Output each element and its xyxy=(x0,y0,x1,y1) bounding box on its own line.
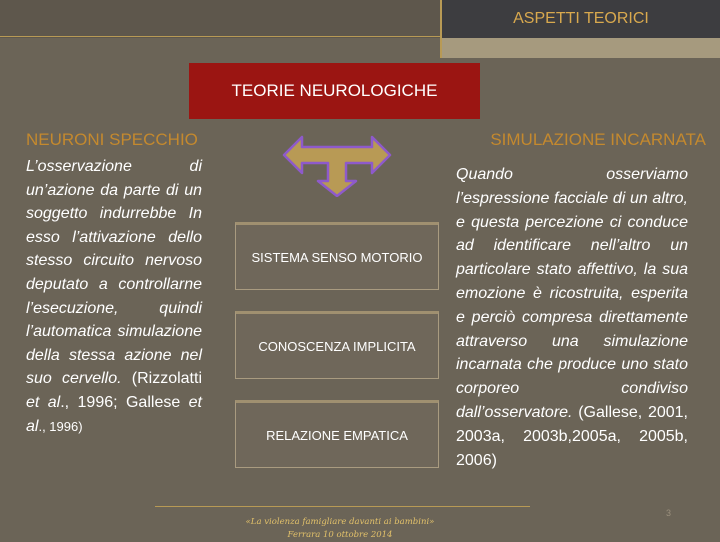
left-citation-italic-2: et al xyxy=(26,393,202,435)
right-body-text xyxy=(456,163,688,472)
main-title: TEORIE NEUROLOGICHE xyxy=(189,63,480,119)
left-text: L’osservazione di un’azione da parte di un soggetto indurrebbe In esso l’attivazione dello stesso circuito nervoso deputato a controllarne l’esecuzione, quindi l’automatica simulazione della stessa azione nel suo cervello. xyxy=(26,158,202,388)
footer xyxy=(215,516,465,542)
footer-rule xyxy=(155,506,530,507)
right-heading: SIMULAZIONE INCARNATA xyxy=(490,130,706,149)
right-citation: (Gallese, 2001, 2003a, 2003b,2005a, 2005b, 2006) xyxy=(456,403,688,469)
left-citation-plain: (Rizzolatti xyxy=(131,370,202,388)
left-heading: NEURONI SPECCHIO xyxy=(26,130,198,149)
left-body-text xyxy=(26,155,202,438)
top-band xyxy=(0,0,440,38)
right-text: Quando osserviamo l’espressione facciale di un altro, e questa percezione ci conduce ad identificare nell’altro un particolare stato affettivo, la sua emozione è ricostruita, esperita e perciò compresa direttamente attraverso una simulazione incarnata che produce uno stato corporeo condiviso dall’osservatore. xyxy=(456,166,688,421)
left-citation-italic-1: et al xyxy=(26,393,61,411)
box-sistema-senso-motorio: SISTEMA SENSO MOTORIO xyxy=(235,222,439,290)
top-rule xyxy=(0,36,440,37)
left-citation-end: ., 1996) xyxy=(38,418,83,434)
footer-line-2: Ferrara 10 ottobre 2014 xyxy=(287,530,393,540)
box-conoscenza-implicita: CONOSCENZA IMPLICITA xyxy=(235,311,439,379)
header-title: ASPETTI TEORICI xyxy=(440,0,720,38)
box-relazione-empatica: RELAZIONE EMPATICA xyxy=(235,400,439,468)
left-citation-mid: ., 1996; Gallese xyxy=(60,393,189,411)
header-stripe xyxy=(440,38,720,58)
footer-line-1: «La violenza famigliare davanti ai bambini» xyxy=(245,517,435,527)
page-number: 3 xyxy=(666,508,672,518)
t-shaped-double-arrow-icon xyxy=(282,135,392,197)
